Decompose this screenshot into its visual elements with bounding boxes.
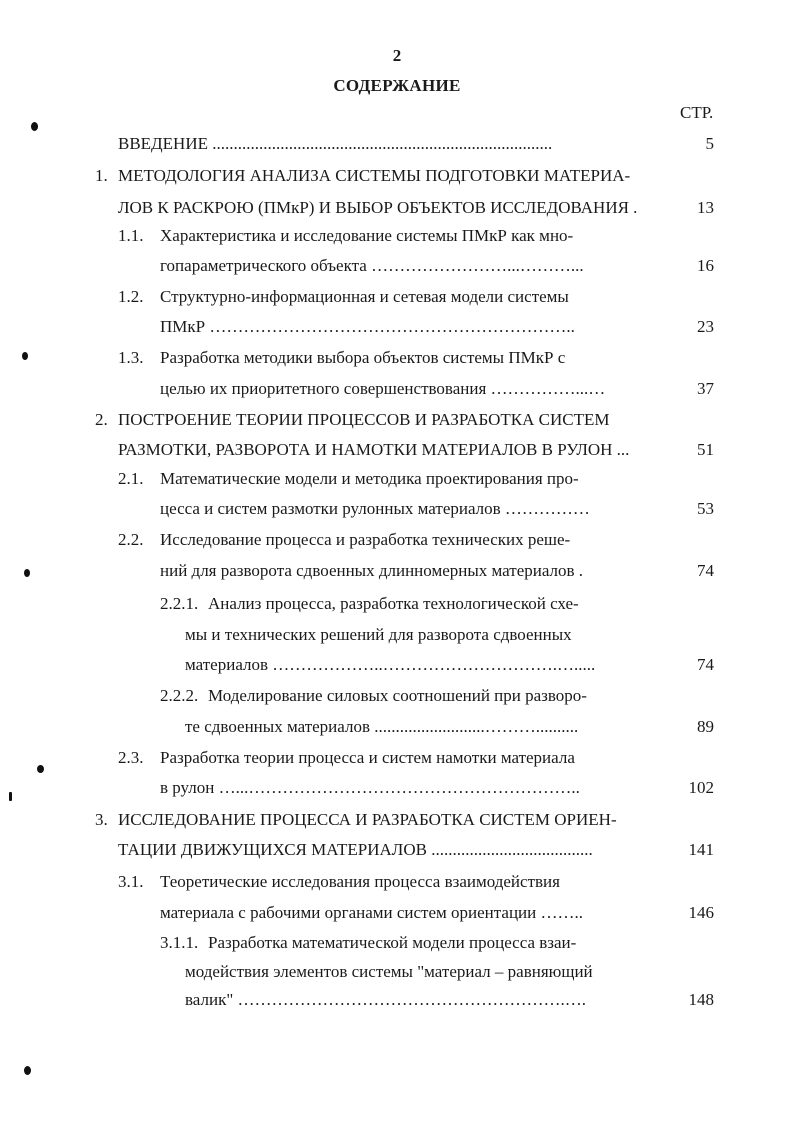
toc-entry-2-page: 51 [697,440,714,459]
scan-speck [37,765,44,773]
toc-entry-1-2-number: 1.2. [118,287,144,306]
toc-entry-1-3-line-2: целью их приоритетного совершенствования ……………...… [160,379,606,398]
toc-entry-1-line-1: МЕТОДОЛОГИЯ АНАЛИЗА СИСТЕМЫ ПОДГОТОВКИ МАТЕРИА- [118,166,631,185]
scan-speck [31,122,38,131]
toc-entry-1-3-page: 37 [697,379,714,398]
toc-entry-2-3-number: 2.3. [118,748,144,767]
toc-entry-1-2-page: 23 [697,317,714,336]
toc-entry-2-1-number: 2.1. [118,469,144,488]
toc-entry-2-2-2-line-2: те сдвоенных материалов ..........................……….......... [185,717,579,736]
toc-entry-2-3-line-1: Разработка теории процесса и систем намотки материала [160,748,575,767]
toc-entry-3-1-1-line-1: Разработка математической модели процесса взаи- [208,933,577,952]
toc-entry-3-1-number: 3.1. [118,872,144,891]
toc-entry-2-2-line-1: Исследование процесса и разработка технических реше- [160,530,571,549]
toc-entry-3-1-1-line-3: валик" ………………………………………………….…. [185,990,587,1009]
toc-entry-1-1-number: 1.1. [118,226,144,245]
toc-entry-2-2-1-page: 74 [697,655,714,674]
toc-entry-2-2-line-2: ний для разворота сдвоенных длинномерных материалов . [160,561,584,580]
toc-entry-2-2-2-line-1: Моделирование силовых соотношений при разворо- [208,686,587,705]
toc-entry-2-1-line-1: Математические модели и методика проектирования про- [160,469,579,488]
toc-entry-2-2-number: 2.2. [118,530,144,549]
scan-speck [9,792,12,801]
toc-entry-1-3-number: 1.3. [118,348,144,367]
toc-entry-3-1-1-line-2: модействия элементов системы "материал – равняющий [185,962,593,981]
toc-entry-2-3-page: 102 [688,778,714,797]
toc-entry-1-1-line-2: гопараметрического объекта ……………………...………... [160,256,584,275]
toc-entry-3-1-line-2: материала с рабочими органами систем ориентации …….. [160,903,583,922]
scan-speck [24,1066,31,1075]
toc-entry-3-1-1-number: 3.1.1. [160,933,199,952]
toc-entry-1-line-2: ЛОВ К РАСКРОЮ (ПМкР) И ВЫБОР ОБЪЕКТОВ ИССЛЕДОВАНИЯ . [118,198,638,217]
page-number: 2 [392,46,402,65]
scan-speck [22,352,28,360]
toc-entry-3-line-1: ИССЛЕДОВАНИЕ ПРОЦЕССА И РАЗРАБОТКА СИСТЕМ ОРИЕН- [118,810,617,829]
toc-entry-3-1-1-page: 148 [688,990,714,1009]
toc-entry-2-2-1-line-3: материалов ………………..………………………….…..... [185,655,596,674]
toc-entry-1-1-line-1: Характеристика и исследование системы ПМкР как мно- [160,226,574,245]
toc-entry-2-2-1-number: 2.2.1. [160,594,199,613]
toc-entry-3-1-page: 146 [688,903,714,922]
page-column-label: СТР. [680,103,714,122]
toc-entry-2-number: 2. [95,410,108,429]
toc-entry-2-2-2-page: 89 [697,717,714,736]
toc-entry-2-1-line-2: цесса и систем размотки рулонных материалов …………… [160,499,590,518]
toc-entry-2-3-line-2: в рулон …...………………………………………………….. [160,778,580,797]
toc-entry-1-1-page: 16 [697,256,714,275]
toc-entry-2-line-1: ПОСТРОЕНИЕ ТЕОРИИ ПРОЦЕССОВ И РАЗРАБОТКА СИСТЕМ [118,410,610,429]
toc-entry-intro-line-1: ВВЕДЕНИЕ ................................................................................ [118,134,553,153]
toc-entry-intro-page: 5 [705,134,714,153]
toc-entry-1-2-line-1: Структурно-информационная и сетевая модели системы [160,287,569,306]
toc-entry-2-line-2: РАЗМОТКИ, РАЗВОРОТА И НАМОТКИ МАТЕРИАЛОВ В РУЛОН ... [118,440,630,459]
toc-entry-3-page: 141 [688,840,714,859]
toc-entry-2-2-2-number: 2.2.2. [160,686,199,705]
toc-entry-1-page: 13 [697,198,714,217]
toc-entry-1-number: 1. [95,166,108,185]
toc-entry-3-number: 3. [95,810,108,829]
toc-entry-1-3-line-1: Разработка методики выбора объектов системы ПМкР с [160,348,566,367]
page-title: СОДЕРЖАНИЕ [333,76,461,95]
toc-entry-3-line-2: ТАЦИИ ДВИЖУЩИХСЯ МАТЕРИАЛОВ ...................................... [118,840,593,859]
toc-entry-2-1-page: 53 [697,499,714,518]
scan-speck [24,569,30,577]
toc-entry-3-1-line-1: Теоретические исследования процесса взаимодействия [160,872,560,891]
toc-entry-2-2-1-line-1: Анализ процесса, разработка технологической схе- [208,594,579,613]
toc-entry-2-2-1-line-2: мы и технических решений для разворота сдвоенных [185,625,572,644]
toc-entry-2-2-page: 74 [697,561,714,580]
toc-entry-1-2-line-2: ПМкР ……………………………………………………….. [160,317,575,336]
